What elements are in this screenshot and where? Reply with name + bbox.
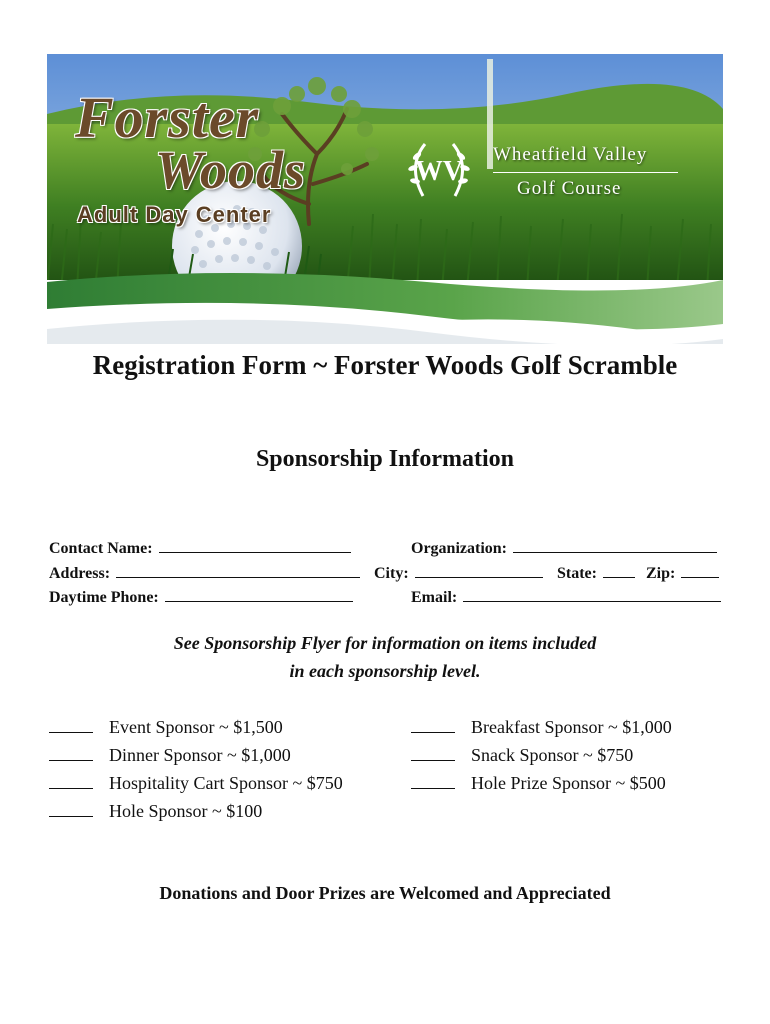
- logo-divider: [493, 172, 678, 173]
- wheatfield-valley-logo: [393, 136, 693, 216]
- level-hole-prize-sponsor[interactable]: [411, 773, 666, 794]
- level-label: Hospitality Cart Sponsor ~ $750: [109, 773, 343, 793]
- page-title: Registration Form ~ Forster Woods Golf Scramble: [92, 350, 678, 380]
- organization-label: Organization:: [411, 540, 507, 557]
- email-line[interactable]: [463, 587, 721, 602]
- contact-name-label: Contact Name:: [49, 540, 153, 557]
- flyer-note-line-2: in each sponsorship level.: [289, 661, 481, 681]
- checkbox-line[interactable]: [49, 746, 93, 761]
- zip-label: Zip:: [646, 565, 676, 582]
- level-breakfast-sponsor[interactable]: [411, 717, 672, 738]
- logo-woods-text: Woods: [155, 140, 307, 200]
- level-label: Breakfast Sponsor ~ $1,000: [471, 717, 672, 737]
- zip-line[interactable]: [681, 563, 719, 578]
- email-label: Email:: [411, 589, 458, 606]
- level-label: Hole Sponsor ~ $100: [109, 801, 263, 821]
- wheatfield-valley-text: Wheatfield Valley: [493, 144, 648, 165]
- section-title: Sponsorship Information: [255, 446, 515, 472]
- contact-name-field[interactable]: [49, 538, 351, 558]
- wv-monogram: WV: [414, 156, 464, 187]
- organization-field[interactable]: [411, 538, 717, 558]
- checkbox-line[interactable]: [49, 774, 93, 789]
- checkbox-line[interactable]: [49, 718, 93, 733]
- daytime-phone-label: Daytime Phone:: [49, 589, 159, 606]
- level-label: Dinner Sponsor ~ $1,000: [109, 745, 291, 765]
- checkbox-line[interactable]: [49, 802, 93, 817]
- address-line[interactable]: [116, 563, 360, 578]
- level-label: Snack Sponsor ~ $750: [471, 745, 634, 765]
- level-label: Hole Prize Sponsor ~ $500: [471, 773, 666, 793]
- daytime-phone-line[interactable]: [165, 587, 353, 602]
- city-field[interactable]: [374, 563, 543, 583]
- email-field[interactable]: [411, 587, 721, 607]
- address-label: Address:: [49, 565, 111, 582]
- laurel-wreath-icon: [395, 136, 483, 206]
- level-dinner-sponsor[interactable]: [49, 745, 291, 766]
- checkbox-line[interactable]: [411, 774, 455, 789]
- address-field[interactable]: [49, 563, 360, 583]
- level-snack-sponsor[interactable]: [411, 745, 633, 766]
- level-hole-sponsor[interactable]: [49, 801, 262, 822]
- flyer-note-line-1: See Sponsorship Flyer for information on items included: [173, 633, 597, 653]
- contact-name-line[interactable]: [159, 538, 351, 553]
- logo-adult-day-center-text: Adult Day Center: [77, 202, 272, 227]
- checkbox-line[interactable]: [411, 718, 455, 733]
- state-line[interactable]: [603, 563, 635, 578]
- daytime-phone-field[interactable]: [49, 587, 353, 607]
- golf-course-text: Golf Course: [517, 178, 622, 199]
- city-label: City:: [374, 565, 409, 582]
- logo-forster-text: Forster: [75, 85, 260, 150]
- state-field[interactable]: [557, 563, 635, 583]
- footer-text: Donations and Door Prizes are Welcomed and Appreciated: [159, 883, 611, 903]
- city-line[interactable]: [415, 563, 543, 578]
- state-label: State:: [557, 565, 597, 582]
- level-event-sponsor[interactable]: [49, 717, 283, 738]
- organization-line[interactable]: [513, 538, 717, 553]
- level-label: Event Sponsor ~ $1,500: [109, 717, 283, 737]
- zip-field[interactable]: [646, 563, 719, 583]
- header-banner: [47, 54, 723, 344]
- checkbox-line[interactable]: [411, 746, 455, 761]
- level-hospitality-cart-sponsor[interactable]: [49, 773, 343, 794]
- forster-woods-logo: [75, 84, 375, 244]
